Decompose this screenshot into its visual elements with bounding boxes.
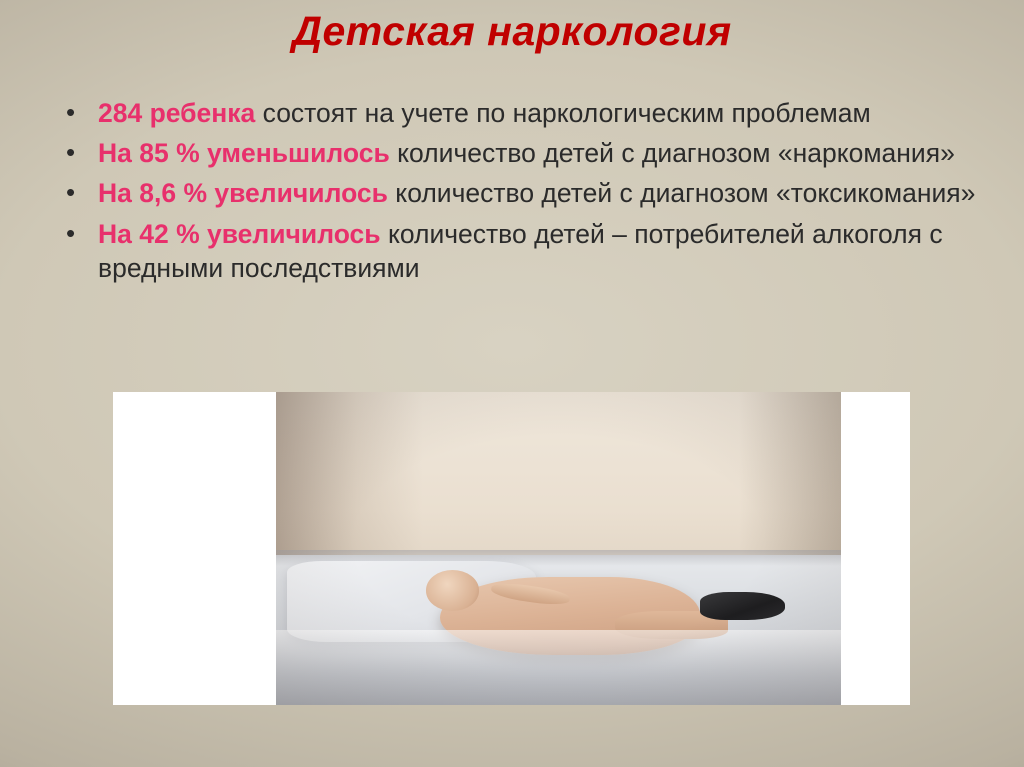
list-item-text: количество детей с диагнозом «токсикомания»	[387, 178, 976, 209]
list-item-highlight: На 8,6 % увеличилось	[98, 178, 388, 209]
photo-frame	[113, 392, 910, 705]
list-item-text: количество детей – потребителей алкоголя с вредными последствиями	[98, 218, 943, 283]
bullet-list	[46, 96, 976, 291]
list-item	[46, 176, 976, 210]
list-item-highlight: На 85 % уменьшилось	[98, 138, 390, 169]
list-item-highlight: 284 ребенка	[98, 98, 256, 128]
bullet-marker: •	[66, 137, 76, 168]
list-item	[46, 96, 976, 130]
page-title: Детская наркология	[292, 8, 732, 54]
list-item	[46, 217, 976, 285]
list-item	[46, 136, 976, 170]
list-item-text: состоят на учете по наркологическим проблемам	[255, 98, 871, 128]
bullet-marker: •	[66, 97, 76, 127]
bullet-marker: •	[66, 217, 76, 248]
photo-child-on-bed	[276, 392, 841, 705]
photo-vignette	[276, 392, 841, 705]
list-item-text: количество детей с диагнозом «наркомания»	[389, 138, 955, 169]
bullet-marker: •	[66, 177, 76, 208]
list-item-highlight: На 42 % увеличилось	[98, 218, 381, 249]
